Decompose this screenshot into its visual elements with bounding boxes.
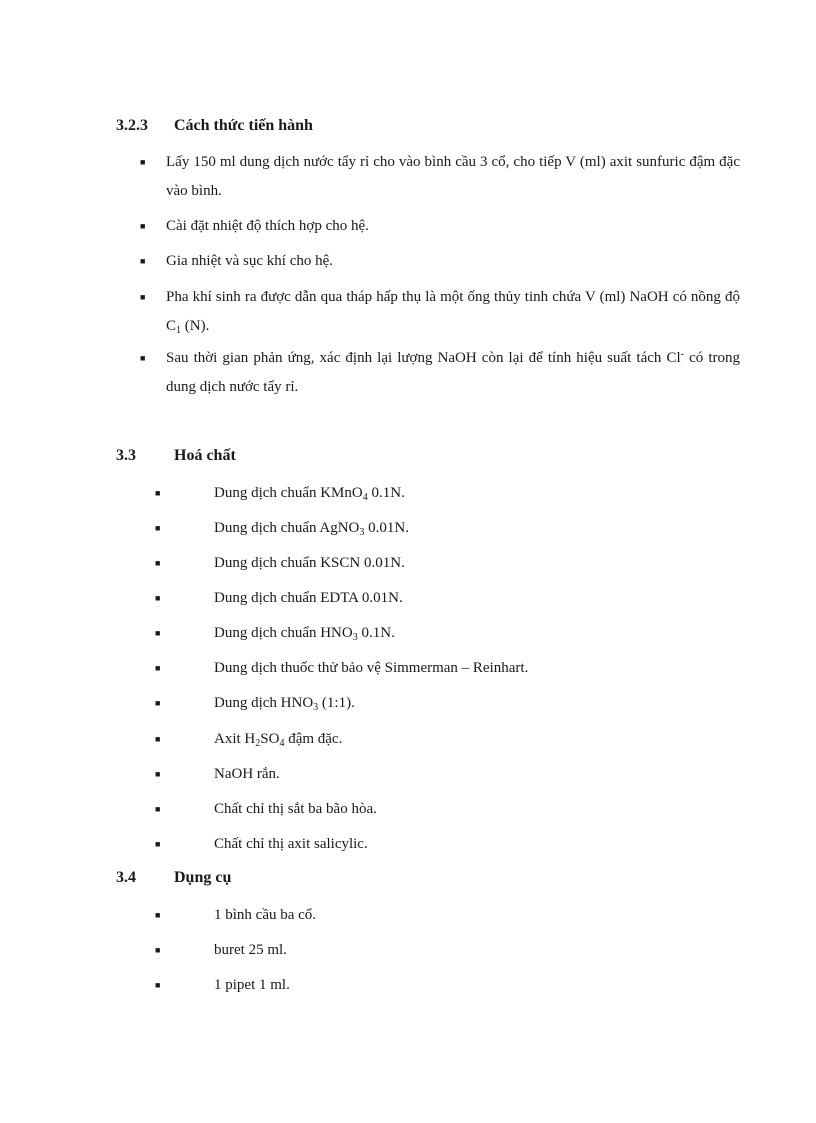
- list-item-text: Lấy 150 ml dung dịch nước tẩy rỉ cho vào bình cầu 3 cổ, cho tiếp V (ml) axit sunfuric đậm đặc vào bình.: [166, 154, 740, 199]
- list-item: [140, 344, 740, 402]
- subscript: 3: [352, 632, 358, 643]
- list-item: [155, 834, 368, 854]
- list-item-text: Dung dịch thuốc thử bảo vệ Simmerman – Reinhart.: [214, 660, 529, 676]
- list-item: [140, 212, 740, 241]
- subscript: 4: [279, 738, 285, 749]
- bullet-icon: ■: [155, 593, 161, 603]
- list-item: [155, 729, 342, 749]
- bullet-icon: ■: [155, 804, 161, 814]
- list-item-text: buret 25 ml.: [214, 942, 287, 958]
- subscript: 1: [176, 325, 182, 336]
- bullet-icon: ■: [155, 558, 161, 568]
- text-part: 0.01N.: [364, 520, 409, 536]
- list-item-text: [214, 623, 395, 643]
- bullet-icon: ■: [155, 488, 161, 498]
- list-item-text: Dung dịch chuẩn KSCN 0.01N.: [214, 555, 405, 571]
- list-item-text: Dung dịch chuẩn EDTA 0.01N.: [214, 590, 403, 606]
- list-item-text: 1 bình cầu ba cổ.: [214, 907, 317, 923]
- bullet-icon: ■: [155, 698, 161, 708]
- text-part: Sau thời gian phản ứng, xác định lại lượng NaOH còn lại để tính hiệu suất tách Cl: [166, 350, 681, 366]
- list-item: [155, 764, 280, 784]
- text-part: (1:1).: [318, 695, 355, 711]
- text-part: Axit H: [214, 731, 256, 747]
- list-item: [140, 148, 740, 206]
- list-item-text: [214, 729, 342, 749]
- list-item-text: [214, 518, 409, 538]
- list-item: [155, 623, 395, 643]
- section-title: Cách thức tiến hành: [174, 117, 313, 134]
- subscript: 2: [255, 738, 261, 749]
- section-number: 3.3: [116, 447, 136, 464]
- list-item-text: [214, 693, 355, 713]
- list-item-text: 1 pipet 1 ml.: [214, 977, 290, 993]
- text-part: 0.1N.: [367, 485, 405, 501]
- list-item: [155, 693, 355, 713]
- list-item: [155, 975, 290, 995]
- section-heading-3-4: [116, 869, 231, 887]
- list-item-text: Gia nhiệt và sục khí cho hệ.: [166, 253, 334, 269]
- section-heading-3-3: [116, 447, 236, 465]
- text-part: Pha khí sinh ra được dẫn qua tháp hấp thụ là một ống thủy tinh chứa V (ml) NaOH có nồng độ C: [166, 289, 740, 334]
- list-item: [155, 658, 528, 678]
- bullet-icon: ■: [155, 980, 161, 990]
- section-heading-3-2-3: [116, 117, 313, 135]
- list-item-text: [214, 483, 405, 503]
- list-item-text: Chất chỉ thị sắt ba bão hòa.: [214, 801, 377, 817]
- list-item-text: NaOH rắn.: [214, 766, 280, 782]
- subscript: 3: [313, 702, 319, 713]
- text-part: SO: [260, 731, 280, 747]
- list-item: [155, 940, 287, 960]
- list-item-text: Chất chỉ thị axit salicylic.: [214, 836, 368, 852]
- list-item: [155, 588, 403, 608]
- list-item: [155, 553, 405, 573]
- list-item: [155, 799, 377, 819]
- list-item: [140, 283, 740, 341]
- bullet-icon: ■: [155, 910, 161, 920]
- bullet-icon: ■: [140, 353, 146, 363]
- bullet-icon: ■: [155, 523, 161, 533]
- section-number: 3.2.3: [116, 117, 148, 134]
- bullet-icon: ■: [140, 292, 146, 302]
- bullet-icon: ■: [140, 256, 146, 266]
- text-part: (N).: [181, 318, 210, 334]
- bullet-icon: ■: [155, 663, 161, 673]
- text-part: đậm đặc.: [284, 731, 343, 747]
- bullet-icon: ■: [155, 769, 161, 779]
- list-item-text: Cài đặt nhiệt độ thích hợp cho hệ.: [166, 218, 369, 234]
- list-item: [155, 905, 316, 925]
- bullet-icon: ■: [140, 221, 146, 231]
- bullet-icon: ■: [155, 945, 161, 955]
- list-item-text: [166, 344, 740, 402]
- subscript: 3: [359, 527, 365, 538]
- text-part: Dung dịch chuẩn HNO: [214, 625, 353, 641]
- section-number: 3.4: [116, 869, 136, 886]
- section-title: Hoá chất: [174, 447, 236, 464]
- list-item: [155, 518, 409, 538]
- list-item: [155, 483, 405, 503]
- bullet-icon: ■: [155, 839, 161, 849]
- list-item-text: [166, 283, 740, 341]
- text-part: Dung dịch chuẩn KMnO: [214, 485, 363, 501]
- superscript: -: [680, 349, 685, 360]
- text-part: Dung dịch HNO: [214, 695, 314, 711]
- bullet-icon: ■: [155, 734, 161, 744]
- subscript: 4: [362, 492, 368, 503]
- text-part: Dung dịch chuẩn AgNO: [214, 520, 360, 536]
- bullet-icon: ■: [155, 628, 161, 638]
- list-item: [140, 247, 740, 276]
- section-title: Dụng cụ: [174, 869, 232, 886]
- text-part: 0.1N.: [357, 625, 395, 641]
- text-part: có trong dung dịch nước tẩy rỉ.: [166, 350, 740, 395]
- bullet-icon: ■: [140, 157, 146, 167]
